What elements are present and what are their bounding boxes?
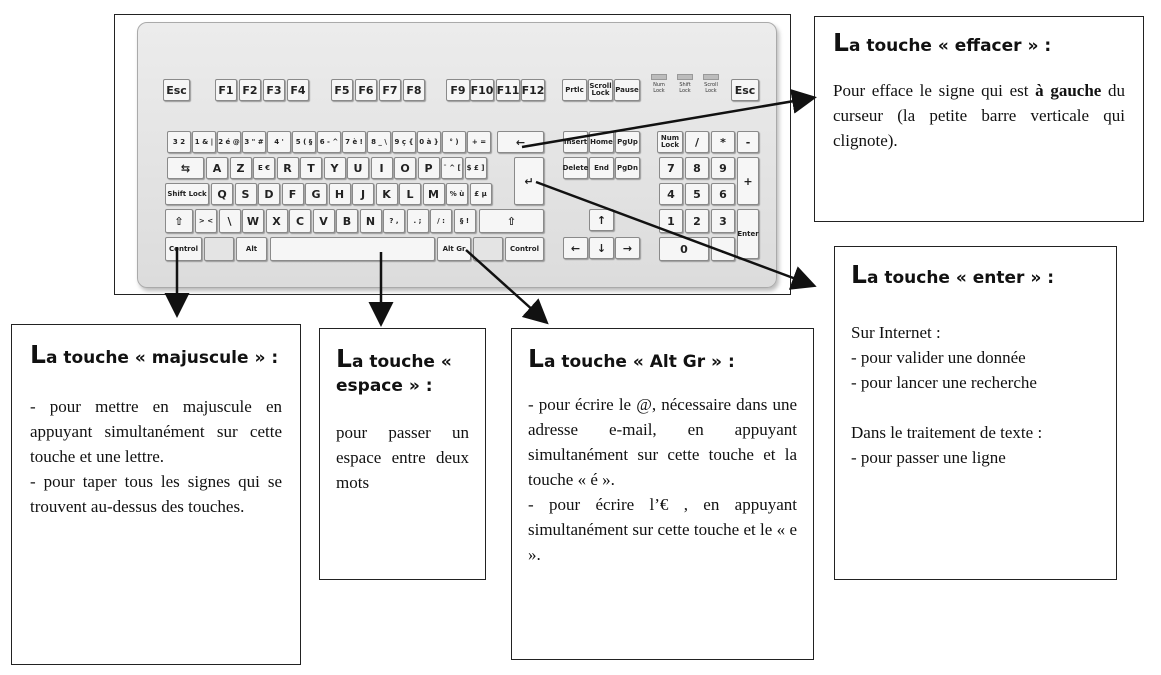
key-altgr: Alt Gr: [437, 237, 471, 261]
key-num-star: *: [711, 131, 735, 153]
key-row5-7: N: [360, 209, 382, 233]
key-digit-10: 0 à }: [417, 131, 441, 153]
key-delete: Delete: [563, 157, 588, 179]
key-num-plus: +: [737, 157, 759, 205]
key-pgup: PgUp: [615, 131, 640, 153]
key-digit-0: 3 2: [167, 131, 191, 153]
key-row4-11: £ µ: [470, 183, 492, 205]
key-f7: F7: [379, 79, 401, 101]
key-arrow-up: ↑: [589, 209, 614, 231]
box-altgr-title: La touche « Alt Gr » :: [528, 344, 735, 373]
key-num-dot: .: [711, 237, 735, 261]
key-num-8: 8: [685, 157, 709, 179]
key-num-7: 7: [659, 157, 683, 179]
key-row5-1: \: [219, 209, 241, 233]
key-row3-0: A: [206, 157, 228, 179]
box-espace-text: pour passer un espace entre deux mots: [336, 423, 469, 492]
key-num-slash: /: [685, 131, 709, 153]
key-num-1: 1: [659, 209, 683, 233]
key-f5: F5: [331, 79, 353, 101]
key-row3-5: Y: [324, 157, 346, 179]
led-num-lock-label: Num Lock: [653, 82, 665, 94]
key-digit-1: 1 & |: [192, 131, 216, 153]
key-row5-3: X: [266, 209, 288, 233]
key-backspace: ←: [497, 131, 544, 153]
key-row4-9: M: [423, 183, 445, 205]
box-effacer-text: Pour efface le signe qui est à gauche du curseur (la petite barre verticale qui clignote).: [833, 81, 1126, 150]
key-prtsc: Prtlc: [562, 79, 587, 101]
key-row4-8: L: [399, 183, 421, 205]
arrow-effacer: [522, 98, 812, 147]
key-num-4: 4: [659, 183, 683, 205]
key-num-2: 2: [685, 209, 709, 233]
key-row4-10: % ù: [446, 183, 468, 205]
box-enter-text: Sur Internet : - pour valider une donnée - pour lancer une recherche Dans le traitement de texte : - pour passer une ligne: [851, 323, 1043, 467]
key-num-5: 5: [685, 183, 709, 205]
key-f4: F4: [287, 79, 309, 101]
key-control-left: Control: [165, 237, 202, 261]
key-digit-3: 3 " #: [242, 131, 266, 153]
key-esc-right: Esc: [731, 79, 759, 101]
key-num-0: 0: [659, 237, 709, 261]
key-arrow-down: ↓: [589, 237, 614, 259]
key-row5-0: > <: [195, 209, 217, 233]
key-f1: F1: [215, 79, 237, 101]
key-row5-8: ? ,: [383, 209, 405, 233]
key-home: Home: [589, 131, 614, 153]
key-row4-1: S: [235, 183, 257, 205]
key-row4-2: D: [258, 183, 280, 205]
box-altgr-text: - pour écrire le @, nécessaire dans une adresse e-mail, en appuyant simultanément sur cette touche et la touche « é ». - pour écrire l’€ , en appuyant simultanément sur cette touche et le « e ».: [528, 395, 797, 564]
key-num-9: 9: [711, 157, 735, 179]
key-end: End: [589, 157, 614, 179]
key-row4-5: H: [329, 183, 351, 205]
arrow-enter: [536, 182, 812, 285]
key-num-6: 6: [711, 183, 735, 205]
box-majuscule-text: - pour mettre en majuscule en appuyant simultanément sur cette touche et une lettre. - pour taper tous les signes qui se trouvent au-dessus des touches.: [30, 397, 282, 516]
key-insert: Insert: [563, 131, 588, 153]
key-f8: F8: [403, 79, 425, 101]
key-row3-1: Z: [230, 157, 252, 179]
key-row3-8: O: [394, 157, 416, 179]
key-arrow-right: →: [615, 237, 640, 259]
key-f3: F3: [263, 79, 285, 101]
key-scroll-lock: Scroll Lock: [588, 79, 613, 101]
key-digit-12: + =: [467, 131, 491, 153]
key-row5-5: V: [313, 209, 335, 233]
key-digit-9: 9 ç {: [392, 131, 416, 153]
key-digit-5: 5 ( §: [292, 131, 316, 153]
key-row3-6: U: [347, 157, 369, 179]
key-tab: ⇆: [167, 157, 204, 179]
box-majuscule-title: La touche « majuscule » :: [30, 340, 279, 369]
key-pause: Pause: [614, 79, 640, 101]
key-row5-9: . ;: [407, 209, 429, 233]
key-enter: ↵: [514, 157, 544, 205]
key-shift-right: ⇧: [479, 209, 544, 233]
key-row3-3: R: [277, 157, 299, 179]
key-alt: Alt: [236, 237, 267, 261]
box-espace-title: La touche « espace » :: [336, 344, 452, 396]
key-esc: Esc: [163, 79, 190, 101]
box-effacer-title: La touche « effacer » :: [833, 28, 1052, 57]
key-row3-10: ¨ ^ [: [441, 157, 463, 179]
key-shift-left: ⇧: [165, 209, 193, 233]
key-digit-2: 2 é @: [217, 131, 241, 153]
key-digit-8: 8 _ \: [367, 131, 391, 153]
key-row3-11: $ £ ]: [465, 157, 487, 179]
key-row5-4: C: [289, 209, 311, 233]
led-shift-lock-label: Shift Lock: [679, 82, 691, 94]
led-scroll-lock-label: Scroll Lock: [704, 82, 718, 94]
key-f9: F9: [446, 79, 470, 101]
key-row5-2: W: [242, 209, 264, 233]
key-control-right: Control: [505, 237, 544, 261]
key-pgdn: PgDn: [615, 157, 640, 179]
key-arrow-left: ←: [563, 237, 588, 259]
key-row3-9: P: [418, 157, 440, 179]
key-row4-4: G: [305, 183, 327, 205]
key-f2: F2: [239, 79, 261, 101]
key-digit-4: 4 ': [267, 131, 291, 153]
key-row4-6: J: [352, 183, 374, 205]
key-f10: F10: [470, 79, 494, 101]
key-num-3: 3: [711, 209, 735, 233]
key-f6: F6: [355, 79, 377, 101]
arrow-altgr: [466, 250, 545, 321]
key-num-enter: Enter: [737, 209, 759, 259]
key-f12: F12: [521, 79, 545, 101]
key-row5-6: B: [336, 209, 358, 233]
key-f11: F11: [496, 79, 520, 101]
key-shift-lock: Shift Lock: [165, 183, 209, 205]
key-num-minus: -: [737, 131, 759, 153]
key-row3-7: I: [371, 157, 393, 179]
box-enter-title: La touche « enter » :: [851, 260, 1055, 289]
key-row3-2: E €: [253, 157, 275, 179]
key-row4-0: Q: [211, 183, 233, 205]
key-row4-3: F: [282, 183, 304, 205]
key-num-lock: Num Lock: [657, 131, 683, 153]
key-row4-7: K: [376, 183, 398, 205]
key-digit-6: 6 - ^: [317, 131, 341, 153]
key-row5-10: / :: [430, 209, 452, 233]
key-row3-4: T: [300, 157, 322, 179]
key-digit-7: 7 è !: [342, 131, 366, 153]
key-digit-11: ° ): [442, 131, 466, 153]
key-row5-11: § !: [454, 209, 476, 233]
